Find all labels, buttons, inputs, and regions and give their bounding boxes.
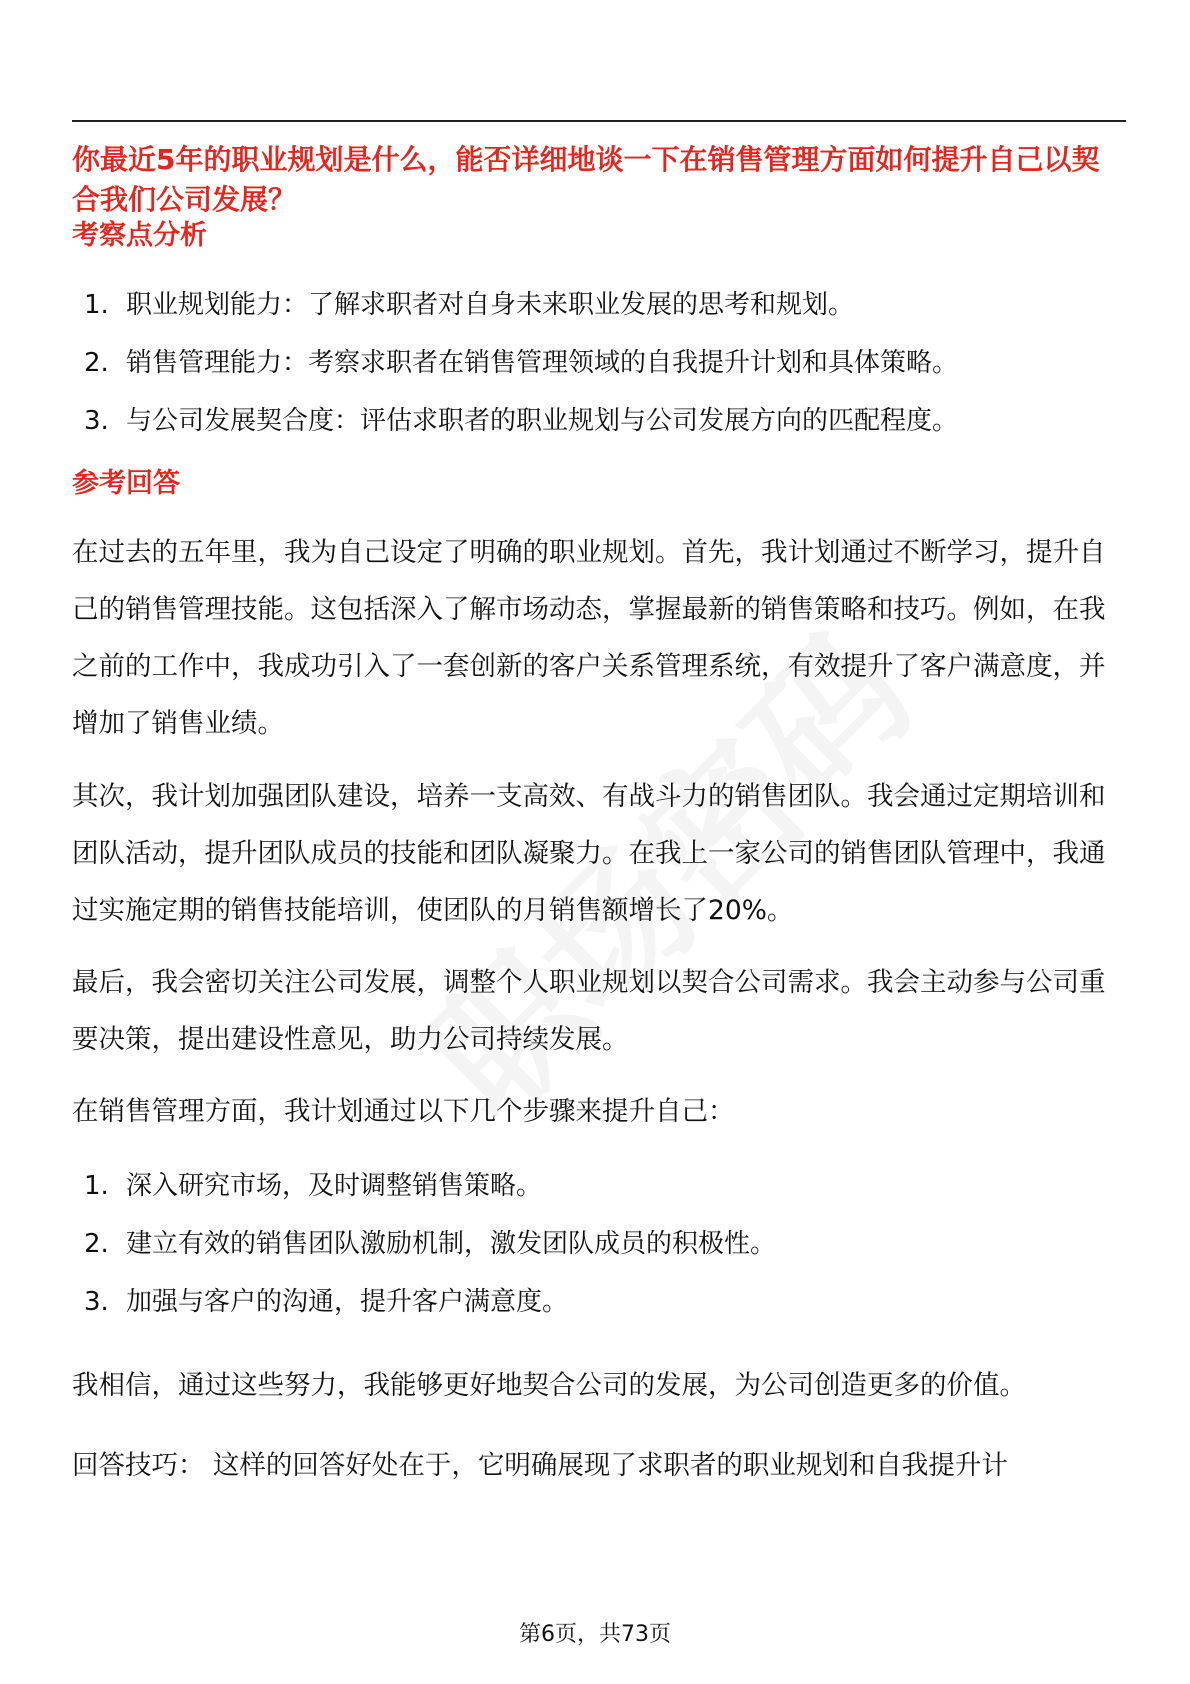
list-item: 1. 深入研究市场，及时调整销售策略。	[84, 1171, 543, 1201]
list-item: 2. 销售管理能力：考察求职者在销售管理领域的自我提升计划和具体策略。	[84, 348, 959, 378]
steps-list	[84, 1157, 1124, 1331]
header-rule	[72, 120, 1126, 122]
answer-paragraph-4: 在销售管理方面，我计划通过以下几个步骤来提升自己：	[72, 1096, 735, 1127]
answer-heading: 参考回答	[72, 468, 180, 499]
list-item: 3. 加强与客户的沟通，提升客户满意度。	[84, 1287, 569, 1317]
analysis-list	[84, 276, 1124, 450]
answer-paragraph-1: 在过去的五年里，我为自己设定了明确的职业规划。首先，我计划通过不断学习，提升自己的销售管理技能。这包括深入了解市场动态，掌握最新的销售策略和技巧。例如，在我之前的工作中，我成功引入了一套创新的客户关系管理系统，有效提升了客户满意度，并增加了销售业绩。	[72, 537, 1106, 739]
answer-paragraph-2: 其次，我计划加强团队建设，培养一支高效、有战斗力的销售团队。我会通过定期培训和团队活动，提升团队成员的技能和团队凝聚力。在我上一家公司的销售团队管理中，我通过实施定期的销售技能培训，使团队的月销售额增长了20%。	[72, 781, 1106, 926]
list-item: 2. 建立有效的销售团队激励机制，激发团队成员的积极性。	[84, 1229, 777, 1259]
page-number: 第6页，共73页	[519, 1622, 671, 1647]
analysis-heading: 考察点分析	[72, 220, 207, 251]
answer-paragraph-3: 最后，我会密切关注公司发展，调整个人职业规划以契合公司需求。我会主动参与公司重要决策，提出建设性意见，助力公司持续发展。	[72, 967, 1106, 1055]
tip-paragraph: 回答技巧： 这样的回答好处在于，它明确展现了求职者的职业规划和自我提升计	[72, 1450, 1008, 1481]
list-item: 3. 与公司发展契合度：评估求职者的职业规划与公司发展方向的匹配程度。	[84, 406, 959, 436]
question-heading: 你最近5年的职业规划是什么，能否详细地谈一下在销售管理方面如何提升自己以契合我们公司发展？	[72, 143, 1100, 216]
list-item: 1. 职业规划能力：了解求职者对自身未来职业发展的思考和规划。	[84, 290, 855, 320]
conclusion-paragraph: 我相信，通过这些努力，我能够更好地契合公司的发展，为公司创造更多的价值。	[72, 1370, 1026, 1401]
